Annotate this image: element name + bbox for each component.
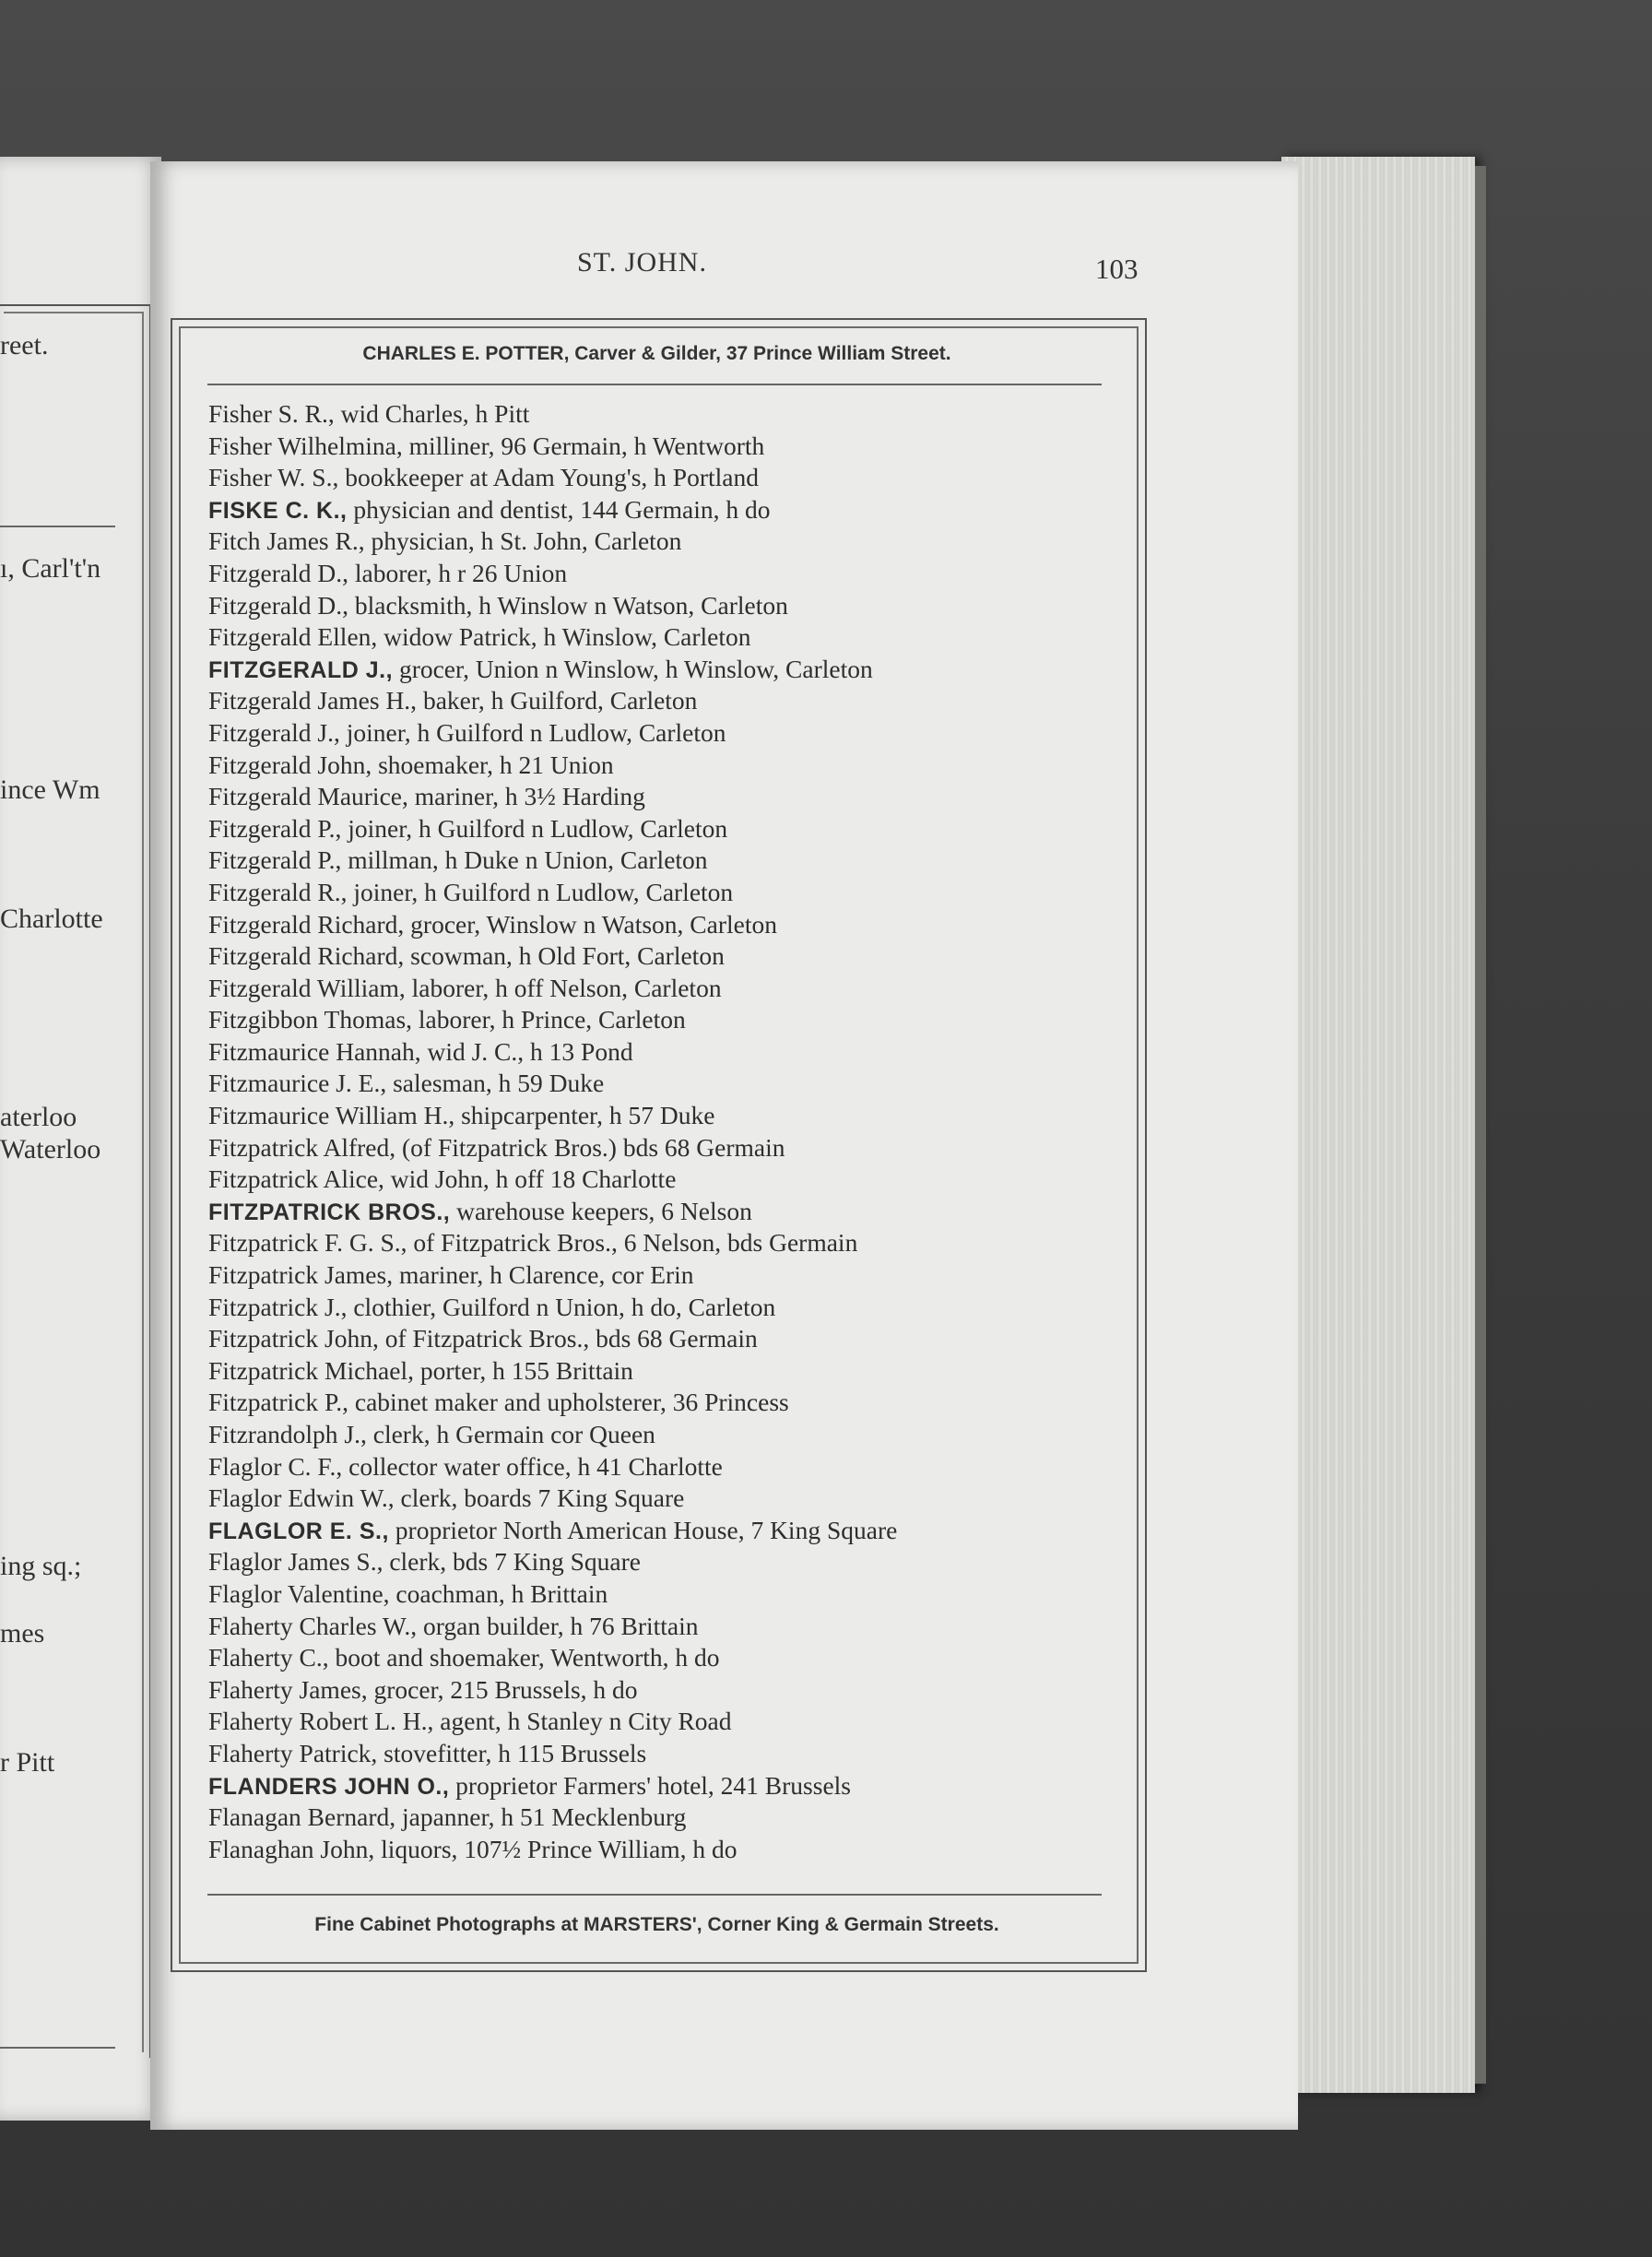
directory-entry xyxy=(208,845,1130,877)
directory-entry xyxy=(208,1323,1130,1355)
entry-details: proprietor Farmers' hotel, 241 Brussels xyxy=(449,1770,852,1800)
entry-details: (of Fitzpatrick Bros.) bds 68 Germain xyxy=(395,1132,785,1162)
entry-details: cabinet maker and upholsterer, 36 Princess xyxy=(348,1388,789,1417)
directory-entry xyxy=(208,398,1130,431)
directory-entry xyxy=(208,909,1130,941)
entry-details: grocer, Union n Winslow, h Winslow, Carleton xyxy=(393,654,873,683)
directory-entry xyxy=(208,1100,1130,1132)
entry-details: milliner, 96 Germain, h Wentworth xyxy=(402,431,765,460)
entry-name: Fitzpatrick P., xyxy=(208,1388,349,1417)
entry-name: Fitzgerald D., xyxy=(208,558,348,587)
entry-name: Fitzmaurice J. E., xyxy=(208,1069,387,1098)
left-page-fragment: ince Wm xyxy=(0,774,100,805)
directory-entries xyxy=(208,398,1130,1865)
entry-name: Flaherty Charles W., xyxy=(208,1611,418,1640)
entry-name: Fitzpatrick Alice, xyxy=(208,1164,384,1194)
entry-details: proprietor North American House, 7 King Square xyxy=(388,1515,898,1544)
left-page-fragment: ı, Carl't'n xyxy=(0,553,101,584)
directory-entry xyxy=(208,558,1130,590)
entry-name: Flaglor James S., xyxy=(208,1547,384,1577)
entry-details: baker, h Guilford, Carleton xyxy=(417,686,698,715)
entry-details: laborer, h off Nelson, Carleton xyxy=(405,973,722,1002)
directory-entry xyxy=(208,1355,1130,1388)
directory-entry xyxy=(208,750,1130,782)
entry-name: Flanagan Bernard, xyxy=(208,1802,396,1832)
entry-name: Fisher Wilhelmina, xyxy=(208,431,403,460)
directory-entry xyxy=(208,621,1130,654)
entry-name: Fitzmaurice William H., xyxy=(208,1101,455,1130)
top-rule xyxy=(207,384,1102,385)
left-page-rule xyxy=(0,2047,115,2049)
entry-details: clothier, Guilford n Union, h do, Carleton xyxy=(347,1292,776,1321)
entry-name: Fitzgibbon Thomas, xyxy=(208,1005,413,1034)
entry-name: Fitzrandolph J., xyxy=(208,1420,367,1448)
entry-details: wid J. C., h 13 Pond xyxy=(420,1036,633,1066)
directory-entry xyxy=(208,1292,1130,1324)
entry-name: Fitzpatrick J., xyxy=(208,1292,348,1321)
entry-details: wid Charles, h Pitt xyxy=(334,399,530,428)
directory-entry xyxy=(208,1004,1130,1036)
directory-entry xyxy=(208,462,1130,494)
entry-name: Fitzgerald William, xyxy=(208,973,406,1002)
entry-details: grocer, 215 Brussels, h do xyxy=(367,1674,638,1704)
directory-entry xyxy=(208,1068,1130,1100)
entry-details: clerk, boards 7 King Square xyxy=(394,1483,685,1513)
top-advertisement: CHARLES E. POTTER, Carver & Gilder, 37 Prince William Street. xyxy=(362,343,951,364)
entry-details: bookkeeper at Adam Young's, h Portland xyxy=(338,463,759,492)
directory-entry xyxy=(208,717,1130,750)
entry-details: collector water office, h 41 Charlotte xyxy=(342,1451,723,1481)
entry-details: grocer, Winslow n Watson, Carleton xyxy=(404,909,777,939)
entry-details: mariner, h Clarence, cor Erin xyxy=(393,1260,694,1290)
directory-entry xyxy=(208,1419,1130,1451)
directory-entry xyxy=(208,1578,1130,1611)
entry-details: agent, h Stanley n City Road xyxy=(433,1707,732,1736)
directory-entry xyxy=(208,877,1130,909)
entry-name: Flanaghan John, xyxy=(208,1834,375,1863)
left-page-fragment: mes xyxy=(0,1618,45,1648)
directory-entry xyxy=(208,431,1130,463)
directory-entry xyxy=(208,1802,1130,1834)
entry-details: mariner, h 3½ Harding xyxy=(407,782,645,811)
entry-name: Flaherty C., xyxy=(208,1643,329,1672)
entry-details: shoemaker, h 21 Union xyxy=(372,750,614,779)
entry-name: FLAGLOR E. S., xyxy=(208,1518,389,1544)
entry-name: Fitch James R., xyxy=(208,526,365,556)
entry-details: scowman, h Old Fort, Carleton xyxy=(404,941,725,971)
directory-entry xyxy=(208,654,1130,686)
entry-details: widow Patrick, h Winslow, Carleton xyxy=(377,622,751,652)
entry-details: physician, h St. John, Carleton xyxy=(364,526,682,556)
entry-name: Fitzgerald J., xyxy=(208,717,340,747)
entry-name: Fitzgerald P., xyxy=(208,845,342,875)
book-page-edges xyxy=(1281,157,1475,2093)
entry-details: stovefitter, h 115 Brussels xyxy=(377,1738,647,1767)
directory-entry xyxy=(208,685,1130,717)
book-cover-edge xyxy=(1475,166,1486,2084)
entry-name: Fitzgerald R., xyxy=(208,877,348,906)
entry-details: shipcarpenter, h 57 Duke xyxy=(454,1101,715,1130)
entry-details: joiner, h Guilford n Ludlow, Carleton xyxy=(339,717,726,747)
left-page-fragment: aterloo xyxy=(0,1102,77,1132)
entry-name: Flaglor C. F., xyxy=(208,1451,343,1481)
entry-details: joiner, h Guilford n Ludlow, Carleton xyxy=(341,813,728,843)
directory-entry xyxy=(208,494,1130,526)
entry-details: of Fitzpatrick Bros., bds 68 Germain xyxy=(378,1324,758,1353)
entry-name: Fitzgerald P., xyxy=(208,813,342,843)
entry-details: salesman, h 59 Duke xyxy=(386,1069,605,1098)
directory-entry xyxy=(208,940,1130,973)
directory-entry xyxy=(208,1227,1130,1259)
entry-name: Fitzpatrick James, xyxy=(208,1260,394,1290)
directory-entry xyxy=(208,1611,1130,1643)
left-facing-page xyxy=(0,157,161,2121)
directory-entry xyxy=(208,1036,1130,1069)
entry-name: Fitzgerald Ellen, xyxy=(208,622,378,652)
directory-entry xyxy=(208,1196,1130,1228)
entry-name: Flaglor Edwin W., xyxy=(208,1483,395,1513)
entry-details: wid John, h off 18 Charlotte xyxy=(384,1164,677,1194)
bottom-rule xyxy=(207,1894,1102,1896)
directory-entry xyxy=(208,1770,1130,1802)
entry-details: organ builder, h 76 Brittain xyxy=(417,1611,699,1640)
entry-details: blacksmith, h Winslow n Watson, Carleton xyxy=(348,590,788,620)
directory-entry xyxy=(208,1387,1130,1419)
entry-name: FITZGERALD J., xyxy=(208,656,394,683)
entry-name: FLANDERS JOHN O., xyxy=(208,1773,450,1800)
entry-details: joiner, h Guilford n Ludlow, Carleton xyxy=(347,877,734,906)
directory-entry xyxy=(208,1132,1130,1164)
directory-entry xyxy=(208,1738,1130,1770)
entry-details: boot and shoemaker, Wentworth, h do xyxy=(328,1643,720,1672)
entry-name: Flaherty Robert L. H., xyxy=(208,1707,434,1736)
bottom-advertisement: Fine Cabinet Photographs at MARSTERS', Corner King & Germain Streets. xyxy=(314,1914,999,1935)
entry-name: Fitzpatrick Michael, xyxy=(208,1355,414,1385)
directory-entry xyxy=(208,1546,1130,1578)
entry-name: Fitzmaurice Hannah, xyxy=(208,1036,421,1066)
directory-entry xyxy=(208,1834,1130,1866)
entry-details: coachman, h Brittain xyxy=(389,1578,608,1608)
left-page-fragment: Waterloo xyxy=(0,1134,101,1164)
directory-entry xyxy=(208,1451,1130,1483)
left-page-rule xyxy=(0,526,115,527)
entry-details: laborer, h r 26 Union xyxy=(348,558,568,587)
left-page-fragment: ing sq.; xyxy=(0,1551,82,1581)
directory-entry xyxy=(208,1164,1130,1196)
left-page-fragment: reet. xyxy=(0,330,49,360)
entry-name: FISKE C. K., xyxy=(208,497,348,524)
entry-details: clerk, h Germain cor Queen xyxy=(366,1420,655,1448)
entry-name: Fitzgerald Maurice, xyxy=(208,782,408,811)
page-number: 103 xyxy=(1095,253,1139,285)
directory-entry xyxy=(208,813,1130,845)
entry-details: millman, h Duke n Union, Carleton xyxy=(341,845,708,875)
directory-entry xyxy=(208,781,1130,813)
entry-name: Fitzgerald Richard, xyxy=(208,909,405,939)
entry-name: Fitzgerald D., xyxy=(208,590,348,620)
entry-name: Flaherty Patrick, xyxy=(208,1738,378,1767)
directory-entry xyxy=(208,973,1130,1005)
entry-name: Flaglor Valentine, xyxy=(208,1578,390,1608)
entry-name: Fitzgerald Richard, xyxy=(208,941,405,971)
directory-entry xyxy=(208,1642,1130,1674)
directory-entry xyxy=(208,1259,1130,1292)
directory-entry xyxy=(208,526,1130,558)
entry-details: liquors, 107½ Prince William, h do xyxy=(374,1834,738,1863)
directory-entry xyxy=(208,1674,1130,1707)
entry-name: Flaherty James, xyxy=(208,1674,368,1704)
entry-name: FITZPATRICK BROS., xyxy=(208,1199,451,1225)
entry-name: Fitzpatrick F. G. S., xyxy=(208,1228,407,1258)
entry-name: Fitzpatrick John, xyxy=(208,1324,379,1353)
left-page-fragment: r Pitt xyxy=(0,1747,55,1778)
directory-entry xyxy=(208,1483,1130,1515)
entry-details: japanner, h 51 Mecklenburg xyxy=(395,1802,687,1832)
entry-details: porter, h 155 Brittain xyxy=(413,1355,633,1385)
entry-details: warehouse keepers, 6 Nelson xyxy=(450,1196,752,1225)
directory-entry xyxy=(208,1706,1130,1738)
entry-details: of Fitzpatrick Bros., 6 Nelson, bds Germain xyxy=(407,1228,858,1258)
left-page-fragment: Charlotte xyxy=(0,904,103,934)
entry-details: clerk, bds 7 King Square xyxy=(383,1547,641,1577)
entry-details: laborer, h Prince, Carleton xyxy=(412,1005,686,1034)
running-head: ST. JOHN. xyxy=(577,247,707,278)
entry-name: Fitzgerald James H., xyxy=(208,686,418,715)
directory-entry xyxy=(208,590,1130,622)
entry-name: Fitzgerald John, xyxy=(208,750,372,779)
entry-name: Fisher S. R., xyxy=(208,399,335,428)
entry-name: Fitzpatrick Alfred, xyxy=(208,1132,396,1162)
entry-name: Fisher W. S., xyxy=(208,463,339,492)
entry-details: physician and dentist, 144 Germain, h do xyxy=(347,494,771,524)
directory-entry xyxy=(208,1515,1130,1547)
